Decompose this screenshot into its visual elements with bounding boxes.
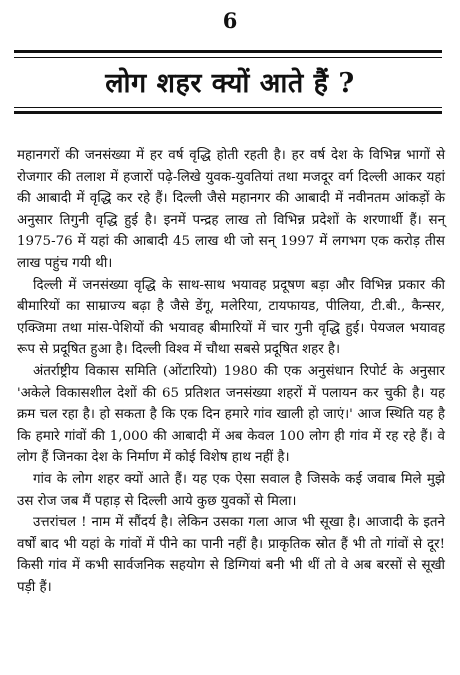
body-text: [17, 145, 445, 598]
paragraph: अंतर्राष्ट्रीय विकास समिति (ओंटारियो) 1980 की एक अनुसंधान रिपोर्ट के अनुसार 'अकेले विकासशील देशों की 65 प्रतिशत जनसंख्या शहरों में पलायन कर चुकी है। यह क्रम चल रहा है। हो सकता है कि एक दिन हमारे गांव खाली हो जाएं।' आज स्थिति यह है कि हमारे गांवों की 1,000 की आबादी में अब केवल 100 लोग ही गांव में रह रहे हैं। वे लोग हैं जिनका देश के निर्माण में कोई विशेष हाथ नहीं है।: [17, 363, 445, 466]
paragraph: दिल्ली में जनसंख्या वृद्धि के साथ-साथ भयावह प्रदूषण बड़ा और विभिन्न प्रकार की बीमारियों का साम्राज्य बढ़ा है जैसे डेंगू, मलेरिया, टायफायड, पीलिया, टी.बी., कैन्सर, एक्जिमा तथा मांस-पेशियों की भयावह बीमारियों में चार गुनी वृद्धि हुई। पेयजल भयावह रूप से प्रदूषित हुआ है। दिल्ली विश्व में चौथा सबसे प्रदूषित शहर है।: [17, 277, 445, 358]
title-rule-top: [14, 50, 442, 53]
chapter-title: लोग शहर क्यों आते हैं ?: [105, 68, 355, 99]
page-number: 6: [222, 8, 238, 33]
paragraph: उत्तरांचल ! नाम में सौंदर्य है। लेकिन उसका गला आज भी सूखा है। आजादी के इतने वर्षों बाद भी यहां के गांवों में पीने का पानी नहीं है। प्राकृतिक स्रोत हैं भी तो गांवों से दूर! किसी गांव में कभी सार्वजनिक सहयोग से डिग्गियां बनी भी थीं तो वे अब बरसों से सूखी पड़ी हैं।: [17, 515, 445, 595]
title-rule-top-thin: [14, 57, 442, 58]
title-rule-bottom: [14, 111, 442, 114]
paragraph: गांव के लोग शहर क्यों आते हैं। यह एक ऐसा सवाल है जिसके कई जवाब मिले मुझे उस रोज जब मैं पहाड़ से दिल्ली आये कुछ युवकों से मिला।: [17, 471, 445, 509]
title-rule-bottom-thin: [14, 107, 442, 108]
paragraph: महानगरों की जनसंख्या में हर वर्ष वृद्धि होती रहती है। हर वर्ष देश के विभिन्न भागों से रोजगार की तलाश में हजारों पढ़े-लिखे युवक-युवतियां तथा मजदूर वर्ग दिल्ली आकर यहां की आबादी में वृद्धि कर रहे हैं। दिल्ली जैसे महानगर की आबादी में नवीनतम आंकड़ों के अनुसार तिगुनी वृद्धि हुई है। इनमें पन्द्रह लाख तो विभिन्न प्रदेशों के शरणार्थी हैं। सन् 1975-76 में यहां की आबादी 45 लाख थी जो सन् 1997 में लगभग एक करोड़ तीस लाख पहुंच गयी थी।: [17, 148, 445, 271]
